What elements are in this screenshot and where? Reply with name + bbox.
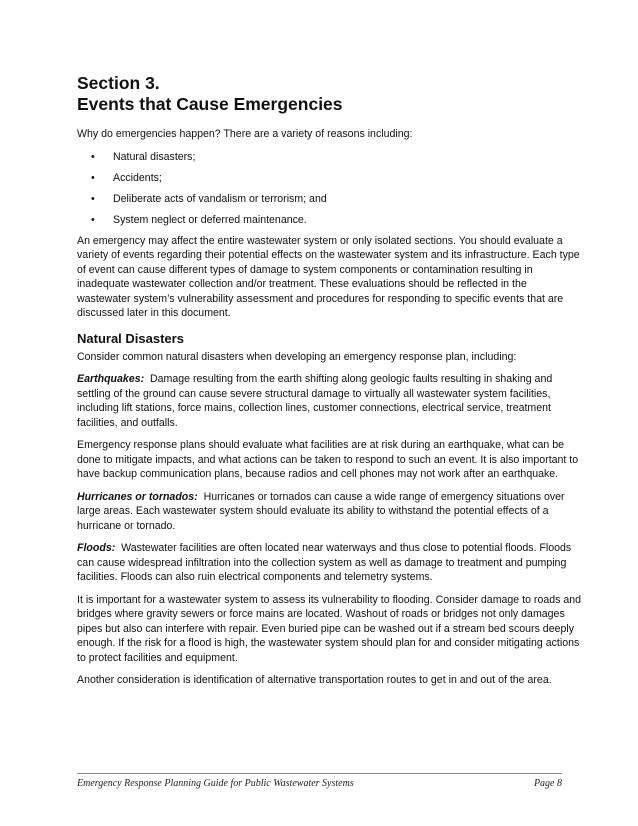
flooding-vulnerability-paragraph: It is important for a wastewater system to assess its vulnerability to flooding. Consider damage to roads and bridges where gravity sewers or force mains are located. Washout of roads or bridges not only damages pipes but also can interfere with repair. Even buried pipe can be washed out if a stream bed scours deeply enough. If the risk for a flood is high, the wastewater system should plan for and consider mitigating actions to protect facilities and equipment.: [77, 593, 582, 664]
reasons-list: [77, 150, 582, 228]
page-footer: [77, 773, 562, 789]
earthquakes-term: Earthquakes:: [77, 373, 145, 385]
bullet-icon: •: [91, 192, 95, 205]
hurricanes-term: Hurricanes or tornados:: [77, 490, 198, 503]
natural-disasters-intro: Consider common natural disasters when developing an emergency response plan, including:: [77, 350, 517, 363]
earthquakes-text: Damage resulting from the earth shifting along geologic faults resulting in shaking and settling of the ground can cause severe structural damage to virtually all wastewater system facilities, including lift stations, force mains, collection lines, customer connections, electrical service, treatment facilities, and outfalls.: [77, 373, 553, 429]
bullet-icon: •: [91, 171, 95, 184]
list-item: [91, 213, 582, 228]
earthquakes-plans-paragraph: Emergency response plans should evaluate what facilities are at risk during an earthquake, what can be done to mitigate impacts, and what actions can be taken to respond to such an event. It is also important to have backup communication plans, because radios and cell phones may not work after an earthquake.: [77, 439, 579, 480]
section-heading: [77, 73, 582, 115]
list-item-text: Deliberate acts of vandalism or terrorism; and: [113, 192, 327, 205]
list-item-text: Accidents;: [113, 171, 162, 184]
transportation-paragraph: Another consideration is identification of alternative transportation routes to get in and out of the area.: [77, 674, 552, 686]
footer-title: Emergency Response Planning Guide for Public Wastewater Systems: [77, 778, 354, 789]
affect-paragraph: An emergency may affect the entire wastewater system or only isolated sections. You should evaluate a variety of events regarding their potential effects on the wastewater system and its infrastructure. Each type of event can cause different types of damage to system components or contamination resulting in inadequate wastewater collection and/or treatment. These evaluations should be reflected in the wastewater system’s vulnerability assessment and procedures for responding to specific events that are discussed later in this document.: [77, 234, 580, 319]
hurricanes-text: Hurricanes or tornados can cause a wide range of emergency situations over large areas. Each wastewater system should evaluate its ability to withstand the potential effects of a hurricane or tornado.: [77, 490, 565, 532]
list-item: [91, 171, 582, 186]
list-item-text: Natural disasters;: [113, 150, 196, 163]
floods-text: Wastewater facilities are often located near waterways and thus close to potential floods. Floods can cause widespread infiltration into the collection system as well as damage to treatment and pumping facilities. Floods can also ruin electrical components and telemetry systems.: [77, 542, 572, 583]
natural-disasters-heading: Natural Disasters: [77, 330, 184, 346]
list-item-text: System neglect or deferred maintenance.: [113, 213, 307, 226]
earthquakes-paragraph: [77, 372, 582, 430]
floods-paragraph: [77, 541, 582, 585]
list-item: [91, 150, 582, 165]
page-number: Page 8: [533, 778, 562, 789]
floods-term: Floods:: [77, 542, 116, 554]
list-item: [91, 192, 582, 207]
section-number: Section 3.: [77, 73, 160, 93]
hurricanes-paragraph: [77, 490, 582, 534]
section-title: Events that Cause Emergencies: [77, 94, 343, 114]
intro-paragraph: Why do emergencies happen? There are a variety of reasons including:: [77, 128, 413, 140]
bullet-icon: •: [91, 213, 95, 226]
bullet-icon: •: [91, 150, 95, 163]
